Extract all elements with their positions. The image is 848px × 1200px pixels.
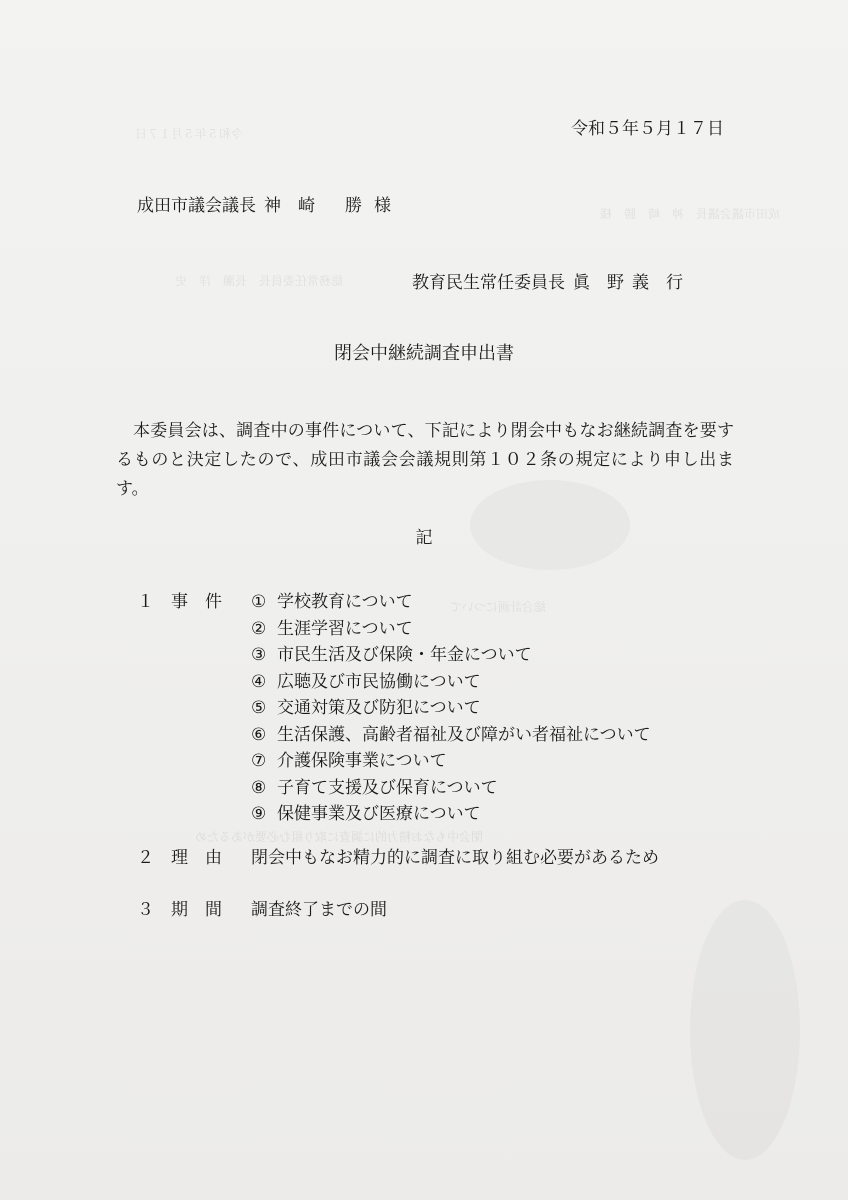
- reason-text: 閉会中もなお精力的に調査に取り組む必要があるため: [251, 848, 659, 868]
- item-number: ④: [251, 671, 267, 692]
- matters-list: [251, 589, 651, 828]
- list-item: [251, 775, 651, 802]
- item-number: ⑥: [251, 724, 267, 745]
- show-through-text: 総務常任委員長 長瀬 洋 史: [175, 274, 344, 288]
- period-label: ３ 期 間: [137, 900, 222, 920]
- sender: [412, 275, 683, 292]
- addressee-given-name: 勝: [345, 196, 362, 216]
- list-item: [251, 669, 651, 696]
- item-text: 子育て支援及び保育について: [277, 777, 498, 798]
- item-text: 学校教育について: [277, 592, 413, 612]
- item-number: ⑦: [251, 751, 267, 771]
- item-text: 生涯学習について: [277, 618, 413, 639]
- item-text: 保健事業及び医療について: [277, 804, 481, 824]
- item-number: ⑧: [251, 777, 267, 798]
- show-through-text: 令和５年５月１７日: [135, 127, 244, 141]
- addressee-surname: 神 崎: [264, 196, 315, 216]
- item-number: ③: [251, 645, 267, 665]
- item-text: 市民生活及び保険・年金について: [277, 645, 532, 665]
- show-through-text: 成田市議会議長 神 崎 勝 様: [600, 207, 781, 221]
- period-text: 調査終了までの間: [251, 900, 387, 920]
- show-through-text: 閉会中もなお精力的に調査に取り組む必要があるため: [195, 830, 484, 844]
- item-text: 介護保険事業について: [277, 751, 447, 771]
- addressee-honorific: 様: [374, 196, 391, 216]
- addressee: [137, 198, 391, 215]
- item-text: 生活保護、高齢者福祉及び障がい者福祉について: [277, 724, 651, 745]
- body-paragraph: 本委員会は、調査中の事件について、下記により閉会中もなお継続調査を要するものと決定したので、成田市議会会議規則第１０２条の規定により申し出ます。: [116, 421, 734, 499]
- document-date: 令和５年５月１７日: [571, 119, 724, 139]
- sender-title: 教育民生常任委員長: [412, 273, 565, 293]
- document-heading: 閉会中継続調査申出書: [334, 343, 514, 364]
- list-item: [251, 642, 651, 669]
- list-item: [251, 748, 651, 775]
- addressee-title: 成田市議会議長: [137, 196, 256, 216]
- sender-given-name: 義 行: [632, 273, 683, 293]
- matters-label: １ 事 件: [137, 592, 222, 612]
- item-number: ②: [251, 618, 267, 639]
- item-text: 交通対策及び防犯について: [277, 698, 481, 718]
- list-item: [251, 695, 651, 722]
- list-item: [251, 801, 651, 828]
- item-number: ⑤: [251, 698, 267, 718]
- item-text: 広聴及び市民協働について: [277, 671, 481, 692]
- list-item: [251, 616, 651, 643]
- reason-label: ２ 理 由: [137, 848, 222, 868]
- item-number: ①: [251, 592, 267, 612]
- list-item: [251, 589, 651, 616]
- show-through-text: 総合計画について: [450, 600, 546, 614]
- item-number: ⑨: [251, 804, 267, 824]
- list-item: [251, 722, 651, 749]
- ki-marker: 記: [415, 528, 433, 548]
- sender-surname: 眞 野: [573, 273, 624, 293]
- paper-shading: [690, 900, 800, 1160]
